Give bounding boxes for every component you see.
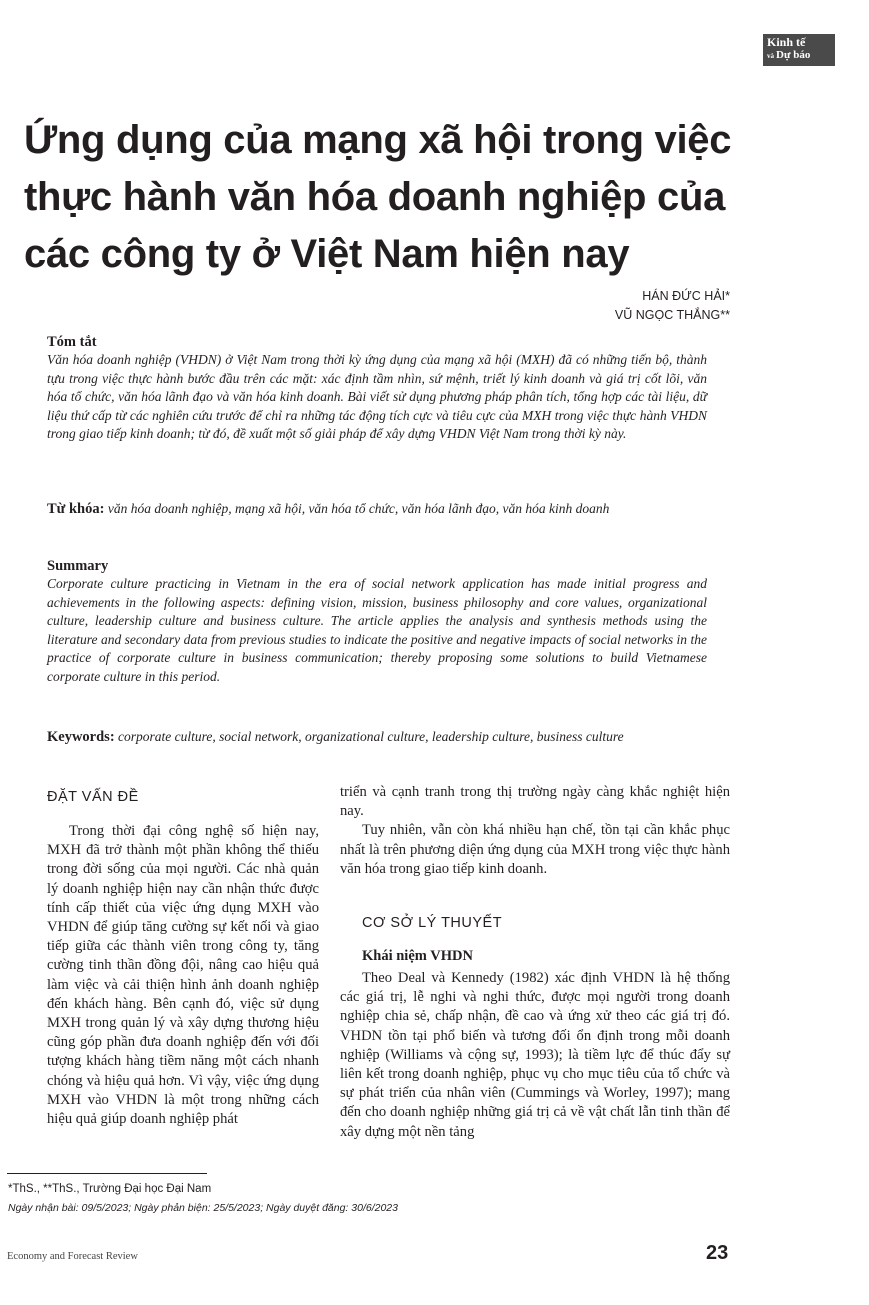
page-number: 23 <box>706 1242 729 1264</box>
keywords-vi-text: văn hóa doanh nghiệp, mạng xã hội, văn hóa tổ chức, văn hóa lãnh đạo, văn hóa kinh doanh <box>107 501 610 516</box>
title-line-3: các công ty ở Việt Nam hiện nay <box>24 232 630 276</box>
title-line-1: Ứng dụng của mạng xã hội trong việc <box>24 118 732 162</box>
logo-line-1: Kinh tế <box>767 35 806 49</box>
right-column-top <box>340 783 730 879</box>
intro-paragraph-2: Tuy nhiên, vẫn còn khá nhiều hạn chế, tồn tại cần khắc phục nhất là trên phương diện ứng dụng của MXH trong việc thực hành văn hóa trong giao tiếp kinh doanh. <box>340 822 730 877</box>
abstract-vi <box>47 333 707 444</box>
abstract-en-text: Corporate culture practicing in Vietnam in the era of social network application has made initial progress and achievements in the following aspects: defining vision, mission, business philosophy and core values, organizational culture, leadership culture and business culture. The article applies the analysis and synthesis methods using the literature and secondary data from previous studies to indicate the positive and negative impacts of social networks in the practice of corporate culture in business communication; thereby proposing some solutions to build Vietnamese corporate culture in this period. <box>47 576 707 684</box>
keywords-vi <box>47 500 707 519</box>
keywords-en-label: Keywords: <box>47 729 115 745</box>
abstract-vi-text: Văn hóa doanh nghiệp (VHDN) ở Việt Nam trong thời kỳ ứng dụng của mạng xã hội (MXH) đã có những tiến bộ, thành tựu trong việc thực hành bước đầu trên các mặt: xác định tầm nhìn, sứ mệnh, triết lý kinh doanh và giá trị cốt lõi, văn hóa tổ chức, văn hóa lãnh đạo và văn hóa kinh doanh. Bài viết sử dụng phương pháp phân tích, tổng hợp các tài liệu, dữ liệu thứ cấp từ các nghiên cứu trước để chỉ ra những tác động tích cực và tiêu cực của MXH trong việc thực hành VHDN trong giao tiếp kinh doanh; từ đó, đề xuất một số giải pháp để xây dựng VHDN Việt Nam trong thời kỳ này. <box>47 352 707 441</box>
journal-logo <box>763 34 835 66</box>
abstract-en-heading: Summary <box>47 558 109 574</box>
concept-paragraph: Theo Deal và Kennedy (1982) xác định VHDN là hệ thống các giá trị, lễ nghi và nghi thức, được mọi người trong doanh nghiệp chia sẻ, chấp nhận, đề cao và ứng xử theo các giá trị đó. VHDN tồn tại phổ biến và tương đối ổn định trong mỗi doanh nghiệp (Williams và cộng sự, 1993); là tiềm lực để thúc đẩy sự liên kết trong doanh nghiệp, phục vụ cho mục tiêu của tổ chức và sự phát triển của nhân viên (Cummings và Worley, 1997); mang đến cho doanh nghiệp những giá trị cả về vật chất lẫn tinh thần để xây dựng một nền tảng <box>340 970 730 1140</box>
title-line-2: thực hành văn hóa doanh nghiệp của <box>24 175 726 219</box>
logo-line-2-main: Dự báo <box>776 49 811 61</box>
logo-line-2 <box>767 49 831 63</box>
left-column <box>47 822 319 1129</box>
section-heading-intro: ĐẶT VẤN ĐỀ <box>47 789 139 805</box>
logo-line-2-small: và <box>767 52 774 60</box>
author-2: VŨ NGỌC THẮNG** <box>614 308 730 322</box>
author-list <box>615 287 730 325</box>
abstract-vi-heading: Tóm tắt <box>47 334 97 350</box>
article-title <box>24 112 784 283</box>
section-heading-theory: CƠ SỞ LÝ THUYẾT <box>362 915 503 931</box>
subheading-concept: Khái niệm VHDN <box>362 948 473 964</box>
footnote-dates: Ngày nhận bài: 09/5/2023; Ngày phản biện: 25/5/2023; Ngày duyệt đăng: 30/6/2023 <box>8 1202 398 1214</box>
intro-continuation: triển và cạnh tranh trong thị trường ngày càng khắc nghiệt hiện nay. <box>340 784 730 820</box>
author-1: HÁN ĐỨC HẢI* <box>642 289 730 303</box>
keywords-vi-label: Từ khóa: <box>47 501 105 517</box>
journal-name: Economy and Forecast Review <box>7 1251 138 1262</box>
abstract-en <box>47 557 707 686</box>
footnote-divider <box>7 1173 207 1174</box>
footnote-affiliation: *ThS., **ThS., Trường Đại học Đại Nam <box>8 1183 212 1195</box>
keywords-en-text: corporate culture, social network, organizational culture, leadership culture, business culture <box>118 729 624 744</box>
keywords-en <box>47 728 707 747</box>
right-column-bottom <box>340 969 730 1142</box>
intro-paragraph: Trong thời đại công nghệ số hiện nay, MXH đã trở thành một phần không thể thiếu trong đời sống của mọi người. Các nhà quản lý doanh nghiệp hiện nay cần nhận thức được tính cấp thiết của việc ứng dụng MXH vào VHDN để giúp tăng cường sự kết nối và giao tiếp giữa các thành viên trong công ty, tăng cường tinh thần đồng đội, nâng cao hiệu quả làm việc và cải thiện hình ảnh doanh nghiệp đến khách hàng. Bên cạnh đó, việc sử dụng MXH trong quản lý và xây dựng thương hiệu cũng góp phần đưa doanh nghiệp đến với đối tượng khách hàng tiềm năng một cách nhanh chóng và hiệu quả hơn. Vì vậy, việc ứng dụng MXH vào VHDN là một trong những cách hiệu quả giúp doanh nghiệp phát <box>47 823 319 1128</box>
